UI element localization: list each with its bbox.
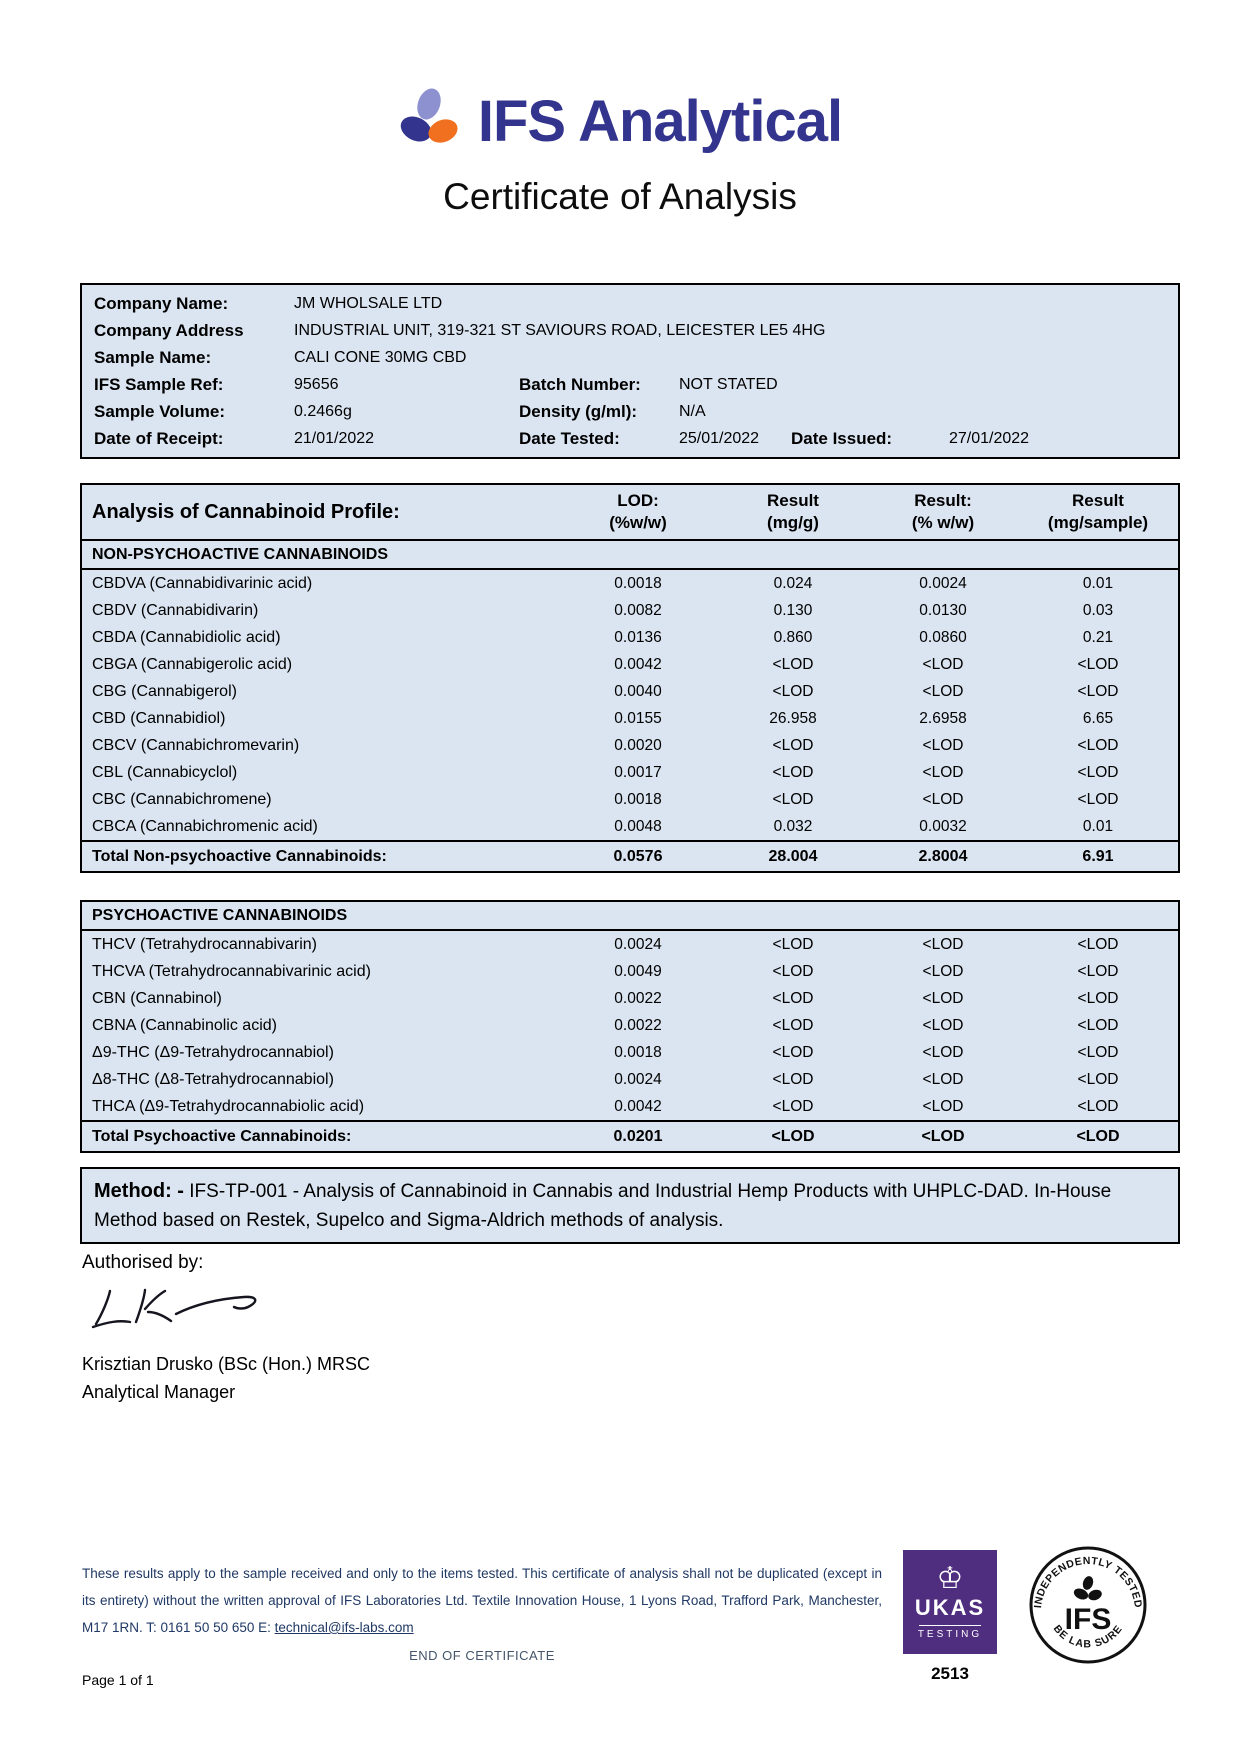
row-name: CBC (Cannabichromene) [92,791,272,808]
row-value: 6.65 [1082,710,1114,727]
row-value: <LOD [1077,656,1119,673]
row-name: Total Non-psychoactive Cannabinoids: [92,848,387,865]
row-name: CBDV (Cannabidivarin) [92,602,259,619]
info-row [82,398,1178,425]
info-value: NOT STATED [679,376,778,393]
table-row [82,570,1178,597]
info-label: Date of Receipt: [94,429,224,448]
info-row [82,371,1178,398]
info-label: Batch Number: [519,375,641,394]
table-title: Analysis of Cannabinoid Profile: [92,500,400,523]
ukas-cert-number: 2513 [931,1664,969,1683]
row-name: THCVA (Tetrahydrocannabivarinic acid) [92,963,371,980]
svg-text:IFS: IFS [1064,1603,1112,1636]
row-value: <LOD [1077,1071,1119,1088]
table-row [82,624,1178,651]
ukas-logo [903,1550,997,1654]
row-value: <LOD [1077,936,1119,953]
info-label: Company Address [94,321,244,340]
row-value: <LOD [922,990,964,1007]
row-value: <LOD [1077,764,1119,781]
row-value: <LOD [922,764,964,781]
row-value: 0.0040 [614,683,662,700]
row-value: <LOD [922,1044,964,1061]
row-value: <LOD [921,1128,965,1145]
row-value: <LOD [1077,1098,1119,1115]
col-header-mg-sample: Result (mg/sample) [1047,490,1149,532]
row-value: <LOD [922,963,964,980]
authorised-by-label: Authorised by: [82,1252,204,1273]
table-rows [82,570,1178,871]
signature [86,1282,276,1343]
info-value: CALI CONE 30MG CBD [294,349,467,366]
row-value: 0.0018 [614,791,662,808]
row-value: 0.0018 [614,1044,662,1061]
row-value: <LOD [1077,963,1119,980]
info-value: INDUSTRIAL UNIT, 319-321 ST SAVIOURS ROAD, LEICESTER LE5 4HG [294,322,826,339]
end-of-certificate: END OF CERTIFICATE [409,1648,555,1663]
row-value: 0.130 [773,602,813,619]
row-name: CBDA (Cannabidiolic acid) [92,629,281,646]
row-value: <LOD [772,1071,814,1088]
table-row [82,705,1178,732]
info-label: Sample Volume: [94,402,225,421]
signer-role: Analytical Manager [82,1382,236,1402]
row-value: <LOD [1077,791,1119,808]
ukas-name: UKAS [914,1595,986,1620]
row-value: 0.03 [1082,602,1114,619]
method-box [80,1167,1180,1244]
row-value: <LOD [772,1098,814,1115]
section-band-non-psychoactive: NON-PSYCHOACTIVE CANNABINOIDS [82,541,1178,570]
row-value: <LOD [772,1044,814,1061]
table-row [82,1039,1178,1066]
row-name: THCA (Δ9-Tetrahydrocannabiolic acid) [92,1098,365,1115]
info-value: 25/01/2022 [679,430,760,447]
row-value: 0.0042 [614,1098,662,1115]
row-value: 26.958 [769,710,817,727]
row-value: 0.0201 [613,1128,663,1145]
row-value: 0.0020 [614,737,662,754]
row-value: 0.0049 [614,963,662,980]
row-value: 0.024 [773,575,813,592]
row-name: CBL (Cannabicyclol) [92,764,238,781]
row-value: <LOD [922,791,964,808]
table-row [82,931,1178,958]
ukas-divider [919,1625,981,1626]
row-name: CBN (Cannabinol) [92,990,222,1007]
row-value: 0.0024 [919,575,967,592]
table-row [82,1066,1178,1093]
row-value: 0.0136 [614,629,662,646]
info-value: 95656 [294,376,339,393]
ifs-stamp-icon [1026,1543,1150,1672]
row-value: <LOD [772,936,814,953]
info-row [82,344,1178,371]
info-value: 21/01/2022 [294,430,375,447]
row-value: <LOD [922,1017,964,1034]
table-row [82,958,1178,985]
row-value: 6.91 [1082,848,1114,865]
row-value: <LOD [772,1017,814,1034]
col-header-pct: Result: (% w/w) [911,490,975,532]
row-value: <LOD [1077,1017,1119,1034]
method-text: IFS-TP-001 - Analysis of Cannabinoid in Cannabis and Industrial Hemp Products with UHPLC-DAD. In-House Method based on Restek, Supelco and Sigma-Aldrich methods of analysis. [94,1181,1112,1231]
info-label: Company Name: [94,294,229,313]
row-value: 0.01 [1082,818,1114,835]
row-value: 0.0024 [614,936,662,953]
row-value: <LOD [772,764,814,781]
row-value: <LOD [922,1071,964,1088]
info-value: N/A [679,403,706,420]
table-row [82,759,1178,786]
section-band-psychoactive: PSYCHOACTIVE CANNABINOIDS [82,902,1178,931]
row-value: <LOD [922,1098,964,1115]
row-value: <LOD [1077,737,1119,754]
row-name: CBGA (Cannabigerolic acid) [92,656,293,673]
row-value: <LOD [771,1128,815,1145]
row-value: <LOD [922,737,964,754]
row-name: CBD (Cannabidiol) [92,710,226,727]
row-value: <LOD [772,963,814,980]
table-row [82,678,1178,705]
row-value: 28.004 [768,848,818,865]
info-label: Date Tested: [519,429,620,448]
row-name: THCV (Tetrahydrocannabivarin) [92,936,317,953]
table-row [82,1093,1178,1120]
row-name: CBDVA (Cannabidivarinic acid) [92,575,313,592]
info-value: 27/01/2022 [949,430,1030,447]
row-value: 0.0042 [614,656,662,673]
info-label: Density (g/ml): [519,402,638,421]
table-row [82,732,1178,759]
row-value: 0.21 [1082,629,1114,646]
row-value: 2.6958 [919,710,967,727]
row-value: 0.0024 [614,1071,662,1088]
info-label: Sample Name: [94,348,212,367]
svg-text:BE LAB SURE: BE LAB SURE [1050,1622,1126,1651]
row-value: <LOD [922,683,964,700]
row-value: 0.0130 [919,602,967,619]
brand-header [0,86,1240,157]
row-value: <LOD [772,656,814,673]
ukas-crown-icon: ♔ [936,1562,964,1595]
row-value: 0.0048 [614,818,662,835]
row-value: 0.0155 [614,710,662,727]
row-value: <LOD [772,990,814,1007]
row-name: Δ9-THC (Δ9-Tetrahydrocannabiol) [92,1044,334,1061]
row-value: 2.8004 [918,848,968,865]
info-value: JM WHOLSALE LTD [294,295,443,312]
table-row [82,985,1178,1012]
info-value: 0.2466g [294,403,352,420]
row-value: <LOD [772,737,814,754]
row-value: <LOD [1077,683,1119,700]
row-name: CBNA (Cannabinolic acid) [92,1017,277,1034]
row-value: 0.0018 [614,575,662,592]
row-name: CBCV (Cannabichromevarin) [92,737,300,754]
row-value: <LOD [1076,1128,1120,1145]
brand-logo-icon [398,86,462,157]
table-row [82,813,1178,840]
row-value: 0.032 [773,818,813,835]
row-value: <LOD [772,683,814,700]
footer-disclaimer: These results apply to the sample received and only to the items tested. This certificate of analysis shall not be duplicated (except in its entirety) without the written approval of IFS Laboratories Ltd. Textile Innovation House, 1 Lyons Road, Trafford Park, Manchester, M17 1RN. T: 0161 50 50 650 E: technical@ifs-labs.com [82,1566,882,1635]
table-row [82,597,1178,624]
row-value: <LOD [922,656,964,673]
row-value: 0.0022 [614,1017,662,1034]
table-row [82,651,1178,678]
table-row [82,786,1178,813]
row-value: 0.0576 [613,848,663,865]
document-title: Certificate of Analysis [443,176,797,217]
info-label: Date Issued: [791,429,893,448]
psychoactive-table [80,900,1180,1153]
ukas-testing-label: TESTING [917,1629,983,1640]
cannabinoid-table-header [82,485,1178,541]
info-row [82,317,1178,344]
table-rows [82,931,1178,1151]
row-value: 0.0082 [614,602,662,619]
info-row [82,425,1178,452]
row-value: 0.01 [1082,575,1114,592]
signer-name: Krisztian Drusko (BSc (Hon.) MRSC [82,1354,371,1374]
col-header-mg-g: Result (mg/g) [767,490,819,532]
row-name: CBCA (Cannabichromenic acid) [92,818,318,835]
info-table [80,283,1180,459]
svg-text:INDEPENDENTLY TESTED: INDEPENDENTLY TESTED [1032,1554,1145,1609]
cannabinoid-table [80,483,1180,873]
brand-name: IFS Analytical [477,89,843,154]
row-value: 0.860 [773,629,813,646]
email-link[interactable]: technical@ifs-labs.com [274,1620,414,1635]
row-value: 0.0032 [919,818,967,835]
col-header-lod: LOD: (%w/w) [609,490,667,532]
info-label: IFS Sample Ref: [94,375,224,394]
method-label: Method: - [94,1180,184,1202]
row-value: 0.0860 [919,629,967,646]
total-row [82,840,1178,871]
row-value: <LOD [922,936,964,953]
row-value: <LOD [1077,990,1119,1007]
info-row [82,290,1178,317]
row-name: CBG (Cannabigerol) [92,683,237,700]
row-name: Total Psychoactive Cannabinoids: [92,1128,352,1145]
page-number: Page 1 of 1 [82,1672,154,1688]
row-value: 0.0022 [614,990,662,1007]
row-name: Δ8-THC (Δ8-Tetrahydrocannabiol) [92,1071,334,1088]
total-row [82,1120,1178,1151]
table-row [82,1012,1178,1039]
row-value: 0.0017 [614,764,662,781]
row-value: <LOD [772,791,814,808]
row-value: <LOD [1077,1044,1119,1061]
